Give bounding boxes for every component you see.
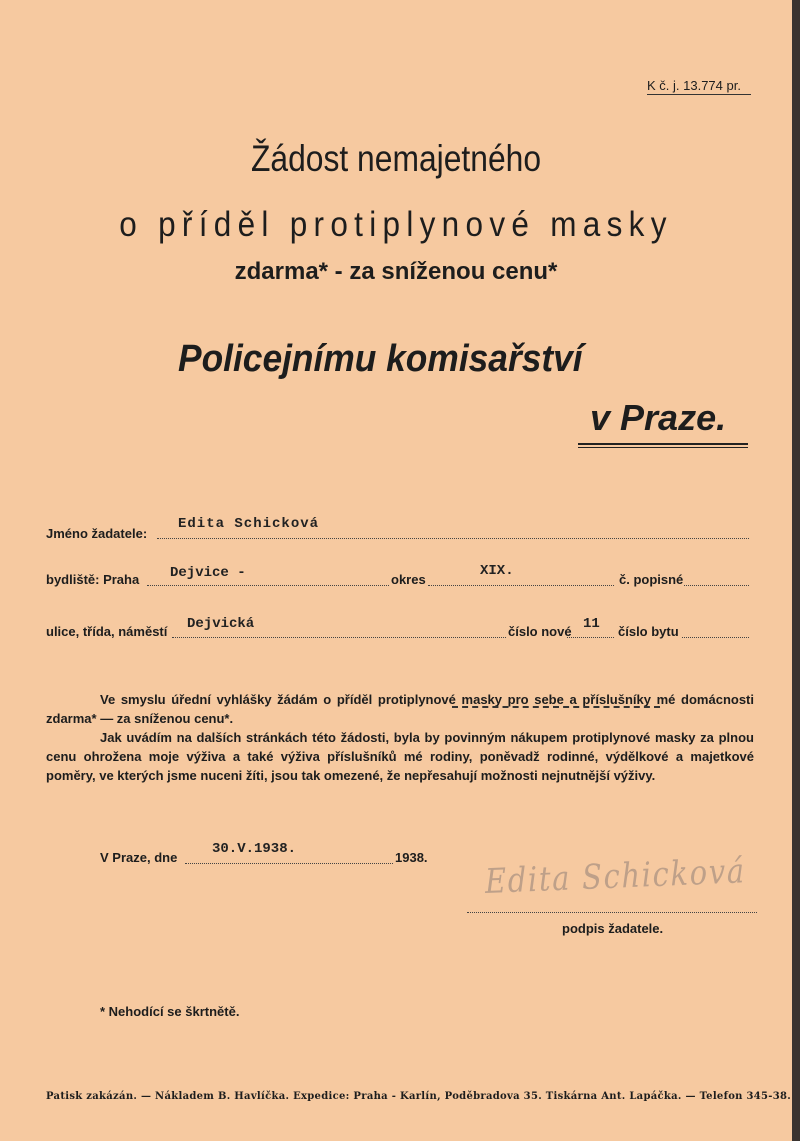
street-field[interactable]: Dejvická	[187, 616, 255, 632]
street-field-line	[172, 637, 506, 638]
scan-edge	[792, 0, 800, 1141]
addressee-city: v Praze.	[590, 397, 727, 438]
justification-paragraph: Jak uvádím na dalších stránkách této žádosti, byla by povinným nákupem protiplynové masky za plnou cenu ohrožena moje výživa a také výživa příslušníků mé rodiny, poněvadž rodinné, výdělkové a majetkové poměry, ve kterých jsme nuceni žíti, jsou tak omezené, že nepřesahují možnosti nejnutnější výživy.	[46, 730, 754, 783]
district-field[interactable]: XIX.	[480, 563, 514, 579]
name-field-line	[157, 538, 749, 539]
date-field[interactable]: 30.V.1938.	[212, 841, 297, 857]
form-price-option: zdarma* - za sníženou cenu*	[234, 258, 558, 285]
district-label: okres	[391, 572, 426, 587]
residence-field[interactable]: Dejvice -	[170, 565, 246, 581]
name-field[interactable]: Edita Schicková	[178, 516, 320, 532]
reference-number: K č. j. 13.774 pr.	[647, 78, 751, 95]
form-title: Žádost nemajetného	[250, 138, 542, 179]
house-number-field[interactable]	[684, 585, 749, 586]
house-number-label: č. popisné	[619, 572, 684, 587]
signature-label: podpis žadatele.	[562, 921, 664, 936]
name-label: Jméno žadatele:	[46, 526, 148, 541]
footnote: * Nehodící se škrtnětě.	[100, 1004, 240, 1019]
addressee-underline	[578, 443, 748, 445]
request-paragraph: Ve smyslu úřední vyhlášky žádám o příděl protiplynové masky pro sebe a příslušníky mé domácnosti zdarma* — za sníženou cenu*.	[46, 692, 754, 726]
new-number-label: číslo nové	[508, 624, 572, 639]
printer-footer: Patisk zakázán. — Nákladem B. Havlíčka. Expedice: Praha - Karlín, Poděbradova 35. Tiskárna Ant. Lapáčka. — Telefon 345-38.	[46, 1091, 792, 1102]
district-field-line	[428, 585, 614, 586]
form-subtitle: o příděl protiplynové masky	[119, 205, 673, 244]
street-label: ulice, třída, náměstí	[46, 624, 168, 639]
flat-number-field[interactable]	[682, 637, 749, 638]
body-text	[46, 690, 754, 785]
residence-field-line	[147, 585, 389, 586]
handwritten-signature: Edita Schicková	[484, 851, 747, 902]
flat-number-label: číslo bytu	[618, 624, 679, 639]
date-label: V Praze, dne	[100, 850, 178, 865]
addressee-underline-thin	[578, 447, 748, 448]
new-number-field-line	[567, 637, 614, 638]
residence-label: bydliště: Praha	[46, 572, 140, 587]
addressee-office: Policejnímu komisařství	[178, 338, 583, 380]
handwritten-underline	[452, 706, 660, 708]
signature-line[interactable]	[467, 912, 757, 913]
new-number-field[interactable]: 11	[583, 616, 600, 632]
date-year: 1938.	[395, 850, 428, 865]
date-field-line	[185, 863, 393, 864]
